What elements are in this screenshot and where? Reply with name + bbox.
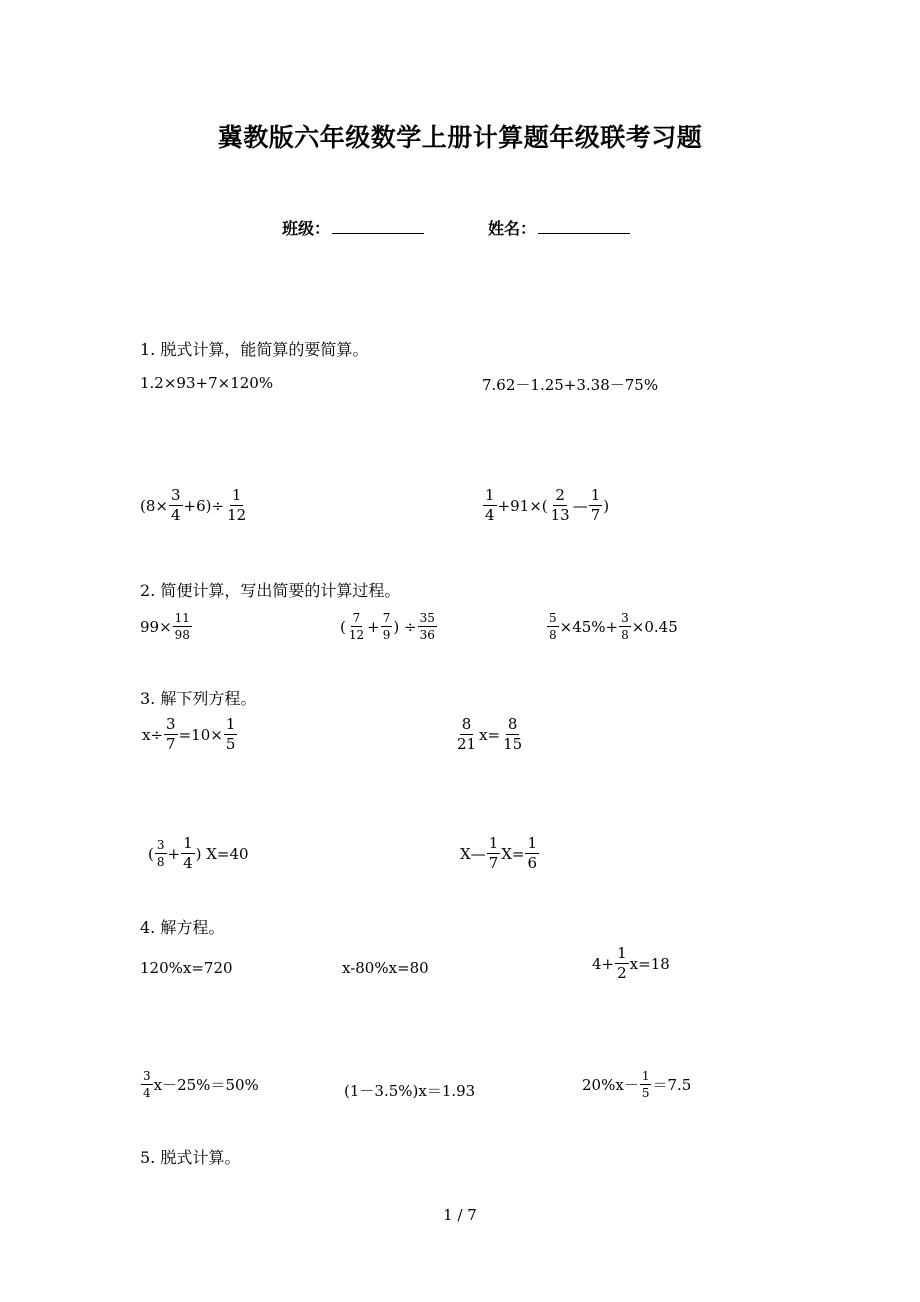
denominator: 7 (166, 735, 176, 753)
text: x=18 (629, 954, 670, 973)
q4-expr-2: x-80%x=80 (342, 959, 429, 977)
denominator: 4 (485, 506, 495, 524)
q1-expr-4 (482, 488, 609, 523)
fraction (225, 488, 248, 523)
text: +6)÷ (183, 496, 225, 515)
fraction (619, 612, 631, 641)
fraction (155, 839, 167, 868)
q2-expr-2 (340, 612, 438, 641)
q4-expr-4 (140, 1070, 259, 1099)
text: x÷ (142, 725, 164, 744)
denominator: 2 (617, 964, 627, 982)
denominator: 4 (143, 1086, 151, 1100)
q4-expr-1: 120%x=720 (140, 959, 233, 977)
denominator: 12 (348, 628, 365, 642)
denominator: 8 (621, 628, 629, 642)
class-blank[interactable] (332, 219, 424, 234)
denominator: 7 (488, 854, 499, 872)
text: 20%x－ (582, 1076, 639, 1094)
text: — (572, 496, 588, 515)
fraction (501, 717, 524, 752)
fraction (483, 488, 497, 523)
text: +91×( (497, 496, 548, 515)
numerator: 1 (527, 834, 538, 852)
text: X— (460, 844, 486, 863)
fraction (455, 717, 478, 752)
q2-expr-3 (546, 612, 678, 641)
text: ) X=40 (195, 844, 249, 863)
q4-expr-6 (582, 1070, 691, 1099)
denominator: 5 (641, 1086, 650, 1100)
numerator: 11 (174, 611, 190, 625)
q3-heading: 3. 解下列方程。 (140, 689, 257, 708)
fraction (141, 1070, 153, 1099)
text: (8× (140, 496, 168, 515)
text: 99× (140, 617, 172, 636)
numerator: 3 (166, 715, 176, 733)
fraction (381, 612, 393, 641)
numerator: 3 (621, 611, 629, 625)
denominator: 36 (419, 628, 435, 642)
text: ) (603, 496, 610, 515)
fraction (525, 836, 539, 871)
text: ( (340, 617, 346, 636)
class-field (282, 216, 424, 239)
text: =10× (178, 725, 223, 744)
denominator: 8 (156, 855, 165, 869)
text: + (167, 844, 181, 863)
q4-expr-3 (592, 946, 670, 981)
class-label: 班级： (282, 219, 331, 238)
name-label: 姓名： (488, 219, 537, 238)
q3-expr-2 (454, 717, 525, 752)
q1-expr-1: 1.2×93+7×120% (140, 374, 274, 392)
numerator: 1 (641, 1069, 650, 1083)
numerator: 1 (488, 834, 499, 852)
q4-expr-5: (1－3.5%)x＝1.93 (344, 1082, 476, 1100)
denominator: 4 (170, 506, 181, 524)
denominator: 21 (457, 735, 477, 753)
page-title: 冀教版六年级数学上册计算题年级联考习题 (217, 123, 703, 152)
fraction (418, 612, 437, 641)
numerator: 3 (156, 838, 165, 852)
fraction (640, 1070, 652, 1099)
q2-heading: 2. 简便计算，写出简要的计算过程。 (140, 581, 401, 600)
numerator: 5 (549, 611, 557, 625)
numerator: 1 (617, 944, 627, 962)
text: 4+ (592, 954, 615, 973)
q1-heading: 1. 脱式计算，能简算的要简算。 (140, 340, 369, 359)
denominator: 8 (549, 628, 557, 642)
fraction (487, 836, 501, 871)
fraction (347, 612, 366, 641)
fraction (547, 612, 559, 641)
text: X= (501, 844, 525, 863)
name-field (488, 216, 630, 239)
numerator: 1 (485, 486, 495, 504)
numerator: 8 (461, 715, 472, 733)
q1-expr-2: 7.62－1.25+3.38－75% (482, 376, 659, 394)
q4-heading: 4. 解方程。 (140, 918, 225, 937)
denominator: 9 (382, 628, 391, 642)
fraction (169, 488, 183, 523)
fraction (615, 946, 629, 981)
text: ×0.45 (631, 617, 678, 636)
page-number: 1 / 7 (443, 1206, 477, 1224)
denominator: 12 (227, 506, 247, 524)
fraction (224, 717, 238, 752)
text: ×45%+ (559, 617, 619, 636)
denominator: 7 (590, 506, 601, 524)
numerator: 8 (507, 715, 518, 733)
numerator: 2 (555, 486, 565, 504)
fraction (589, 488, 603, 523)
text: x= (479, 725, 501, 744)
denominator: 4 (183, 854, 193, 872)
denominator: 15 (503, 735, 523, 753)
q3-expr-1 (142, 717, 238, 752)
numerator: 1 (590, 486, 601, 504)
q1-expr-3 (140, 488, 249, 523)
numerator: 3 (143, 1069, 151, 1083)
fraction (181, 836, 195, 871)
denominator: 98 (174, 628, 190, 642)
q2-expr-1 (140, 612, 193, 641)
text: ) ÷ (393, 617, 417, 636)
numerator: 35 (419, 611, 435, 625)
q3-expr-3 (148, 836, 249, 871)
numerator: 1 (225, 715, 236, 733)
text: ( (148, 844, 154, 863)
name-blank[interactable] (538, 219, 630, 234)
denominator: 5 (225, 735, 236, 753)
text: + (367, 617, 380, 636)
text: ＝7.5 (652, 1076, 692, 1094)
fraction (549, 488, 572, 523)
q5-heading: 5. 脱式计算。 (140, 1148, 241, 1167)
numerator: 7 (352, 611, 361, 625)
numerator: 7 (382, 611, 391, 625)
text: x－25%＝50% (153, 1076, 259, 1094)
denominator: 6 (527, 854, 538, 872)
q3-expr-4 (460, 836, 540, 871)
numerator: 1 (183, 834, 193, 852)
numerator: 3 (170, 486, 181, 504)
denominator: 13 (550, 506, 570, 524)
fraction (173, 612, 192, 641)
numerator: 1 (231, 486, 242, 504)
fraction (164, 717, 178, 752)
